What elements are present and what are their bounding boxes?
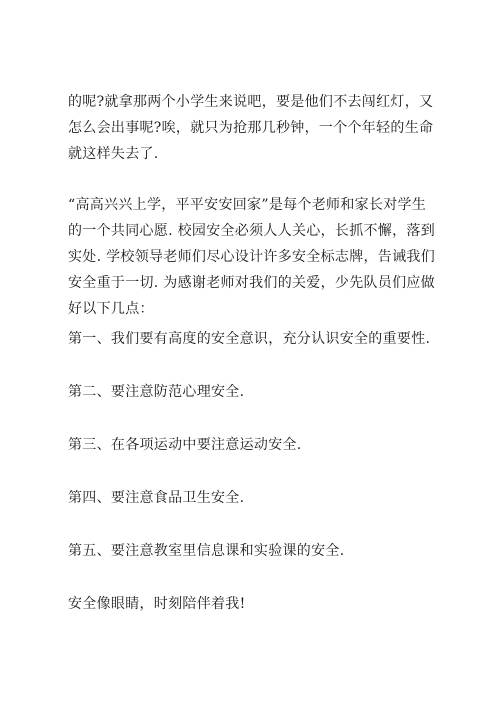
point-item-3: 第三、在各项运动中要注意运动安全. xyxy=(68,437,302,453)
point-item-2: 第二、要注意防范心理安全. xyxy=(68,384,245,400)
point-item-1: 第一、我们要有高度的安全意识，充分认识安全的重要性. xyxy=(68,331,431,347)
paragraph-main: “高高兴兴上学，平平安安回家”是每个老师和家长对学生的一个共同心愿. 校园安全必须人人关心，长抓不懈，落到实处. 学校领导老师们尽心设计许多安全标志牌，告诫我们安全重于一切. 为感谢老师对我们的关爱，少先队员们应做好以下几点： xyxy=(68,197,435,317)
paragraph-intro: 的呢?就拿那两个小学生来说吧，要是他们不去闯红灯，又怎么会出事呢?唉，就只为抢那几秒钟，一个个年轻的生命就这样失去了. xyxy=(68,94,434,162)
point-item-4: 第四、要注意食品卫生安全. xyxy=(68,490,245,506)
point-item-5: 第五、要注意教室里信息课和实验课的安全. xyxy=(68,543,345,559)
closing-line: 安全像眼睛，时刻陪伴着我! xyxy=(68,596,246,612)
